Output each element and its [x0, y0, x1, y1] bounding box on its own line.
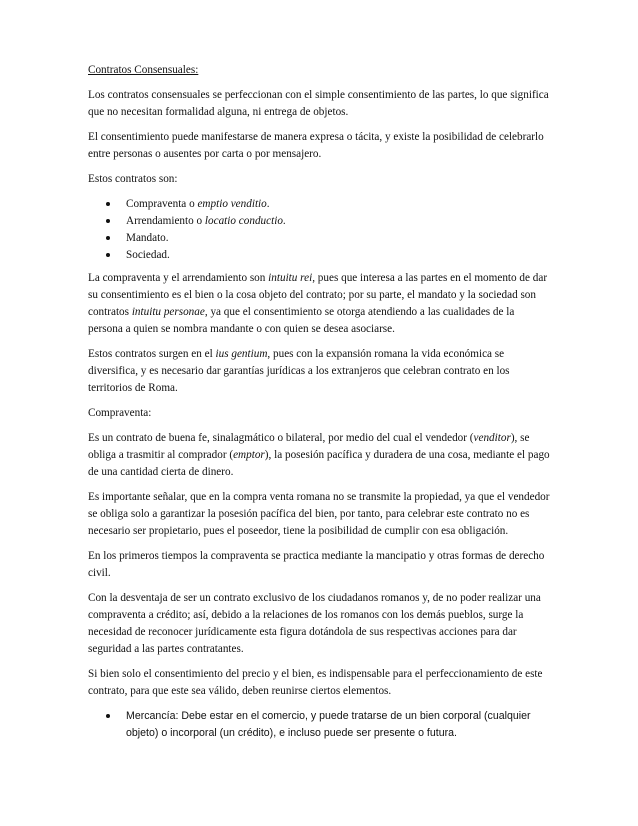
elementos-paragraph: Si bien solo el consentimiento del precio y el bien, es indispensable para el perfeccionamiento de este contrato, para que este sea válido, deben reunirse ciertos elementos. [88, 668, 543, 697]
desventaja-paragraph: Con la desventaja de ser un contrato exclusivo de los ciudadanos romanos y, de no poder realizar una compraventa a crédito; así, debido a la relaciones de los romanos con los demás pueblos, surge la necesidad de reconocer jurídicamente esta figura dotándola de sus respectivas acciones para dar seguridad a las partes contratantes. [88, 592, 541, 655]
list-item: Mercancía: Debe estar en el comercio, y puede tratarse de un bien corporal (cualquier objeto) o incorporal (un crédito), e incluso puede ser presente o futura. [88, 708, 550, 742]
section-title: Contratos Consensuales: [88, 64, 199, 76]
intro-paragraph-2: El consentimiento puede manifestarse de manera expresa o tácita, y existe la posibilidad de celebrarlo entre personas o ausentes por carta o por mensajero. [88, 131, 544, 160]
definition-paragraph: Es un contrato de buena fe, sinalagmático o bilateral, por medio del cual el vendedor (venditor), se obliga a trasmitir al comprador (emptor), la posesión pacífica y duradera de una cosa, mediante el pago de una cantidad cierta de dinero. [88, 432, 550, 478]
contracts-list [88, 196, 550, 264]
intuitu-paragraph: La compraventa y el arrendamiento son intuitu rei, pues que interesa a las partes en el momento de dar su consentimiento es el bien o la cosa objeto del contrato; por su parte, el mandato y la sociedad son contratos intuitu personae, ya que el consentimiento se otorga atendiendo a las cualidades de la persona a quien se nombra mandante o con quien se desea asociarse. [88, 272, 548, 335]
list-item: Sociedad. [88, 247, 550, 264]
list-item: Mandato. [88, 230, 550, 247]
list-item: Compraventa o emptio venditio. [88, 196, 550, 213]
elements-list [88, 708, 550, 742]
document-page [88, 62, 550, 748]
list-item: Arrendamiento o locatio conductio. [88, 213, 550, 230]
intro-paragraph-1: Los contratos consensuales se perfeccionan con el simple consentimiento de las partes, lo que significa que no necesitan formalidad alguna, ni entrega de objetos. [88, 89, 549, 118]
compraventa-heading: Compraventa: [88, 407, 152, 419]
list-intro: Estos contratos son: [88, 173, 178, 185]
primeros-tiempos-paragraph: En los primeros tiempos la compraventa se practica mediante la mancipatio y otras formas de derecho civil. [88, 550, 545, 579]
importante-paragraph: Es importante señalar, que en la compra venta romana no se transmite la propiedad, ya que el vendedor se obliga solo a garantizar la posesión pacífica del bien, por tanto, para celebrar este contrato no es necesario ser propietario, pues el poseedor, tiene la posibilidad de cumplir con esa obligación. [88, 491, 550, 537]
ius-gentium-paragraph: Estos contratos surgen en el ius gentium, pues con la expansión romana la vida económica se diversifica, y es necesario dar garantías jurídicas a los extranjeros que celebran contrato en los territorios de Roma. [88, 348, 510, 394]
